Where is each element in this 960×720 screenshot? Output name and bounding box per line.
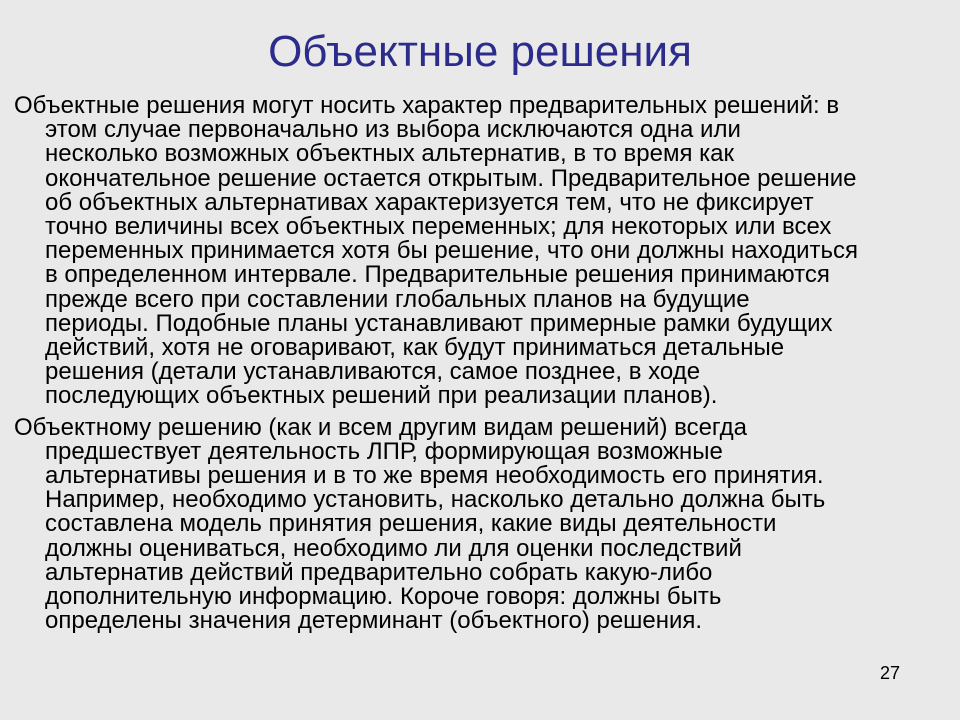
paragraph-preliminary-decisions: Объектные решения могут носить характер предварительных решений: в этом случае первоначально из выбора исключаются одна или несколько возможных объектных альтернатив, в то время как окончательное решение остается открытым. Предварительное решение об объектных альтернативах характеризуется тем, что не фиксирует точно величины всех объектных переменных; для некоторых или всех переменных принимается хотя бы решение, что они должны находиться в определенном интервале. Предварительные решения принимаются прежде всего при составлении глобальных планов на будущие периоды. Подобные планы устанавливают примерные рамки будущих действий, хотя не оговаривают, как будут приниматься детальные решения (детали устанавливаются, самое позднее, в ходе последующих объектных решений при реализации планов). bbox=[14, 92, 859, 410]
page-number: 27 bbox=[880, 663, 901, 683]
paragraph-decision-maker-activity: Объектному решению (как и всем другим видам решений) всегда предшествует деятельность ЛПР, формирующая возможные альтернативы решения и в то же время необходимость его принятия. Например, необходимо установить, насколько детально должна быть составлена модель принятия решения, какие виды деятельности должны оцениваться, необходимо ли для оценки последствий альтернатив действий предварительно собрать какую-либо дополнительную информацию. Короче говоря: должны быть определены значения детерминант (объектного) решения. bbox=[14, 413, 826, 635]
slide-body bbox=[14, 94, 954, 640]
slide-title: Объектные решения bbox=[268, 27, 692, 76]
